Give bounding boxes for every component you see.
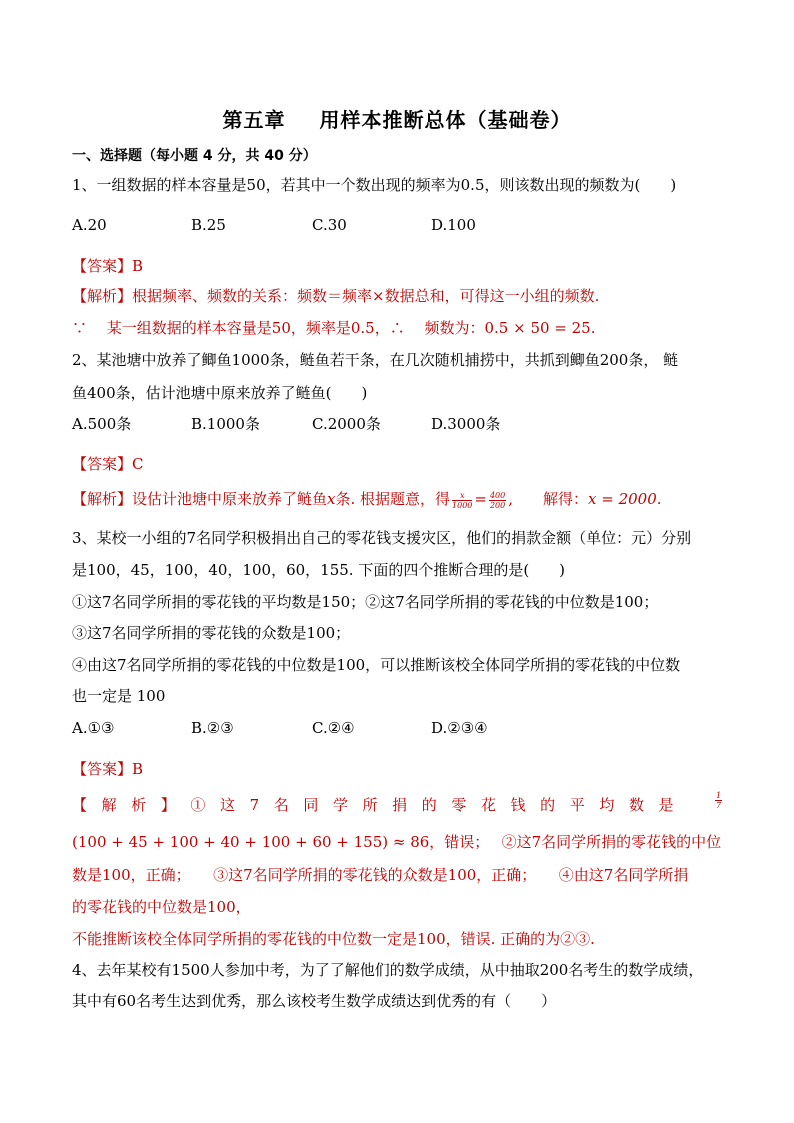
question-2-stem-line1: 2、某池塘中放养了鲫鱼1000条，鲢鱼若干条，在几次随机捕捞中，共抓到鲫鱼200条， 鲢 xyxy=(72,351,679,369)
q3-option-b: B.②③ xyxy=(191,719,234,737)
q1-option-d: D.100 xyxy=(431,216,476,234)
q3-statement-4-line2: 也一定是 100 xyxy=(72,687,166,705)
q1-option-c: C.30 xyxy=(312,216,347,234)
q2-analysis xyxy=(72,489,662,510)
q2-option-d: D.3000条 xyxy=(431,415,501,433)
question-1-stem: 1、一组数据的样本容量是50，若其中一个数出现的频率为0.5，则该数出现的频数为( ) xyxy=(72,176,677,194)
q3-analysis-line2: (100 + 45 + 100 + 40 + 100 + 60 + 155) ≈ 86，错误； ②这7名同学所捐的零花钱的中位 xyxy=(72,833,722,851)
q2-variable: x xyxy=(327,490,336,508)
fraction-numerator: x xyxy=(452,491,472,501)
q2-analysis-middle: 条. 根据题意，得 xyxy=(335,490,451,508)
chapter-label: 第五章 xyxy=(222,108,286,132)
q2-analysis-intro: 【解析】设估计池塘中原来放养了鲢鱼 xyxy=(72,490,328,508)
q3-analysis-line5: 不能推断该校全体同学所捐的零花钱的中位数一定是100，错误. 正确的为②③. xyxy=(72,930,595,948)
fraction-denominator: 200 xyxy=(489,500,506,510)
q1-analysis-calc: ∵ 某一组数据的样本容量是50，频率是0.5，∴ 频数为：0.5 × 50 = 25. xyxy=(72,319,596,337)
q3-option-d: D.②③④ xyxy=(431,719,488,737)
q3-analysis-line1: 【解析】①这7名同学所捐的零花钱的平均数是 xyxy=(72,796,689,814)
chapter-name: 用样本推断总体（基础卷） xyxy=(319,108,572,132)
q3-statement-4-line1: ④由这7名同学所捐的零花钱的中位数是100，可以推断该校全体同学所捐的零花钱的中位数 xyxy=(72,656,681,674)
fraction-x-over-1000 xyxy=(452,491,472,510)
question-4-stem-line2: 其中有60名考生达到优秀，那么该校考生数学成绩达到优秀的有（ ） xyxy=(72,992,557,1010)
q3-statement-3: ③这7名同学所捐的零花钱的众数是100； xyxy=(72,624,351,642)
q1-answer: 【答案】B xyxy=(72,257,144,275)
q2-option-a: A.500条 xyxy=(72,415,132,433)
fraction-numerator: 1 xyxy=(716,791,722,800)
question-2-stem-line2: 鱼400条，估计池塘中原来放养了鲢鱼( ) xyxy=(72,384,368,402)
q2-option-b: B.1000条 xyxy=(191,415,260,433)
q3-option-c: C.②④ xyxy=(312,719,355,737)
page-title xyxy=(0,104,794,133)
q3-analysis-line4: 的零花钱的中位数是100， xyxy=(72,898,251,916)
question-4-stem-line1: 4、去年某校有1500人参加中考，为了了解他们的数学成绩，从中抽取200名考生的数学成绩， xyxy=(72,961,704,979)
q1-option-b: B.25 xyxy=(191,216,226,234)
section-heading: 一、选择题（每小题 4 分，共 40 分） xyxy=(72,148,317,164)
q2-option-c: C.2000条 xyxy=(312,415,381,433)
fraction-denominator: 1000 xyxy=(452,500,473,510)
q1-analysis: 【解析】根据频率、频数的关系：频数＝频率×数据总和，可得这一小组的频数. xyxy=(72,287,600,305)
q2-answer: 【答案】C xyxy=(72,455,144,473)
q3-answer: 【答案】B xyxy=(72,760,144,778)
question-3-stem-line2: 是100，45，100，40，100，60，155. 下面的四个推断合理的是( ) xyxy=(72,561,566,579)
q3-option-a: A.①③ xyxy=(72,719,115,737)
q2-result: x = 2000. xyxy=(588,490,662,508)
q2-solve-label: , 解得： xyxy=(508,490,589,508)
question-3-stem-line1: 3、某校一小组的7名同学积极捐出自己的零花钱支援灾区，他们的捐款金额（单位：元）分别 xyxy=(72,529,692,547)
q3-analysis-line3: 数是100，正确； ③这7名同学所捐的零花钱的众数是100，正确； ④由这7名同学所捐 xyxy=(72,866,689,884)
fraction-one-seventh xyxy=(715,791,722,810)
q3-statement-1-2: ①这7名同学所捐的零花钱的平均数是150；②这7名同学所捐的零花钱的中位数是100； xyxy=(72,593,659,611)
equals-sign: = xyxy=(474,490,487,508)
fraction-400-over-200 xyxy=(489,491,506,510)
q1-option-a: A.20 xyxy=(72,216,107,234)
fraction-denominator: 7 xyxy=(716,801,722,810)
fraction-numerator: 400 xyxy=(489,490,506,500)
